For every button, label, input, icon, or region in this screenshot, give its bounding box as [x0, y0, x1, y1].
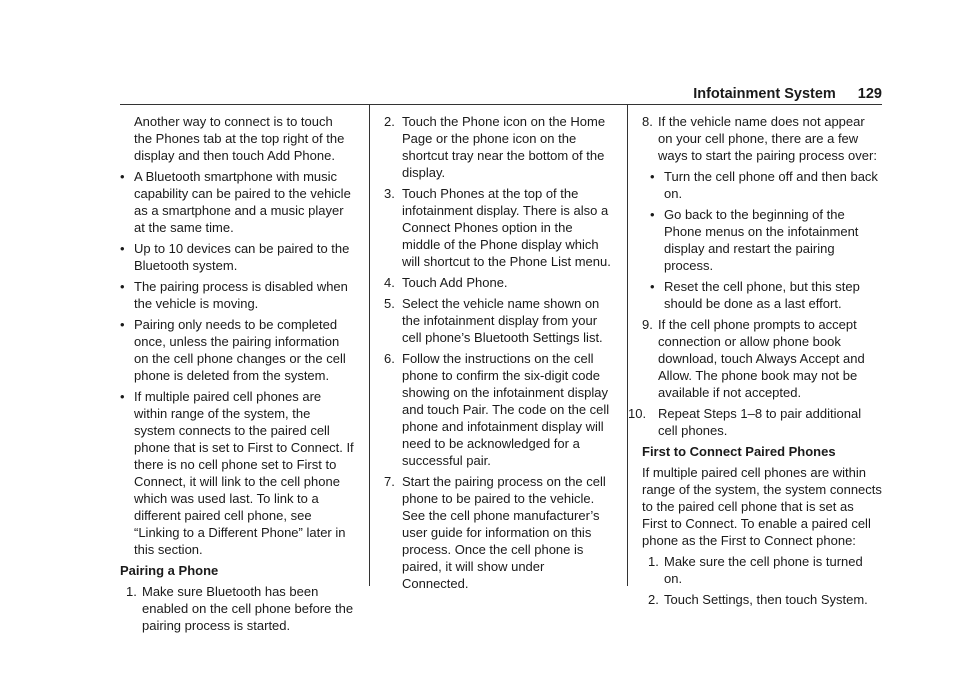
sub-bullet-item: • Turn the cell phone off and then back on.: [628, 168, 882, 202]
numbered-step: [628, 591, 882, 608]
column-divider-1: [369, 104, 370, 586]
step-number: 10.: [628, 406, 647, 421]
sub-bullet-item: • Reset the cell phone, but this step should be done as a last effort.: [628, 278, 882, 312]
step-number: 6.: [384, 351, 395, 366]
column-3: [628, 113, 882, 608]
step-number: 2.: [384, 114, 395, 129]
step-text: Make sure Bluetooth has been enabled on the cell phone before the pairing process is started.: [142, 584, 354, 633]
step-number: 9.: [642, 317, 653, 332]
section-heading: First to Connect Paired Phones: [642, 444, 836, 459]
step-number: 1.: [648, 554, 659, 569]
numbered-step: [384, 473, 614, 592]
section-heading: Pairing a Phone: [120, 563, 219, 578]
step-number: 2.: [648, 592, 659, 607]
numbered-step: [384, 185, 614, 270]
numbered-step: [628, 316, 882, 401]
step-text: Touch Add Phone.: [402, 275, 508, 290]
numbered-step: [384, 113, 614, 181]
numbered-step: [628, 113, 882, 164]
body-paragraph: If multiple paired cell phones are within range of the system, the system connects to the paired cell phone that is set as First to Connect. To enable a paired cell phone as the First to Connect phone:: [642, 465, 882, 548]
sub-bullet-item: • Go back to the beginning of the Phone menus on the infotainment display and restart the pairing process.: [628, 206, 882, 274]
numbered-step: [120, 583, 354, 634]
step-text: Repeat Steps 1–8 to pair additional cell phones.: [658, 406, 862, 438]
column-2: [384, 113, 614, 592]
step-text: Make sure the cell phone is turned on.: [664, 554, 863, 586]
step-text: If the vehicle name does not appear on your cell phone, there are a few ways to start the pairing process over:: [658, 114, 877, 163]
step-text: Touch Phones at the top of the infotainment display. There is also a Connect Phones option in the middle of the Phone display which will shortcut to the Phone List menu.: [402, 186, 611, 269]
bullet-item: • Up to 10 devices can be paired to the Bluetooth system.: [120, 240, 354, 274]
bullet-item: • A Bluetooth smartphone with music capability can be paired to the vehicle as a smartphone and a music player at the same time.: [120, 168, 354, 236]
numbered-step: [628, 553, 882, 587]
step-text: Select the vehicle name shown on the infotainment display from your cell phone’s Bluetooth Settings list.: [402, 296, 603, 345]
step-text: Follow the instructions on the cell phone to confirm the six-digit code showing on the infotainment display and touch Pair. The code on the cell phone and infotainment display will need to be acknowledged for a successful pair.: [402, 351, 610, 468]
page-header: [120, 86, 882, 102]
step-text: If the cell phone prompts to accept connection or allow phone book download, touch Always Accept and Allow. The phone book may not be available if not accepted.: [658, 317, 865, 400]
numbered-step: [384, 295, 614, 346]
bullet-item: • Pairing only needs to be completed once, unless the pairing information on the cell phone changes or the cell phone is deleted from the system.: [120, 316, 354, 384]
bullet-item: • If multiple paired cell phones are within range of the system, the system connects to the paired cell phone that is set to First to Connect. If there is no cell phone set to First to Connect, it will link to the cell phone which was used last. To link to a different paired cell phone, see “Linking to a Different Phone” later in this section.: [120, 388, 354, 558]
numbered-step: [628, 405, 882, 439]
intro-paragraph: Another way to connect is to touch the Phones tab at the top right of the display and then touch Add Phone.: [134, 114, 345, 163]
numbered-step: [384, 350, 614, 469]
step-number: 5.: [384, 296, 395, 311]
step-number: 7.: [384, 474, 395, 489]
step-text: Start the pairing process on the cell phone to be paired to the vehicle. See the cell phone manufacturer’s user guide for information on this process. Once the cell phone is paired, it will show under Connected.: [402, 474, 606, 591]
step-number: 4.: [384, 275, 395, 290]
step-number: 3.: [384, 186, 395, 201]
bullet-item: • The pairing process is disabled when the vehicle is moving.: [120, 278, 354, 312]
header-rule: [120, 104, 882, 105]
step-number: 8.: [642, 114, 653, 129]
step-text: Touch Settings, then touch System.: [664, 592, 868, 607]
step-number: 1.: [126, 584, 137, 599]
step-text: Touch the Phone icon on the Home Page or the phone icon on the shortcut tray near the bottom of the display.: [402, 114, 606, 180]
section-title: Infotainment System: [693, 86, 836, 102]
numbered-step: [384, 274, 614, 291]
page-number: 129: [857, 86, 882, 102]
column-1: [120, 113, 354, 634]
